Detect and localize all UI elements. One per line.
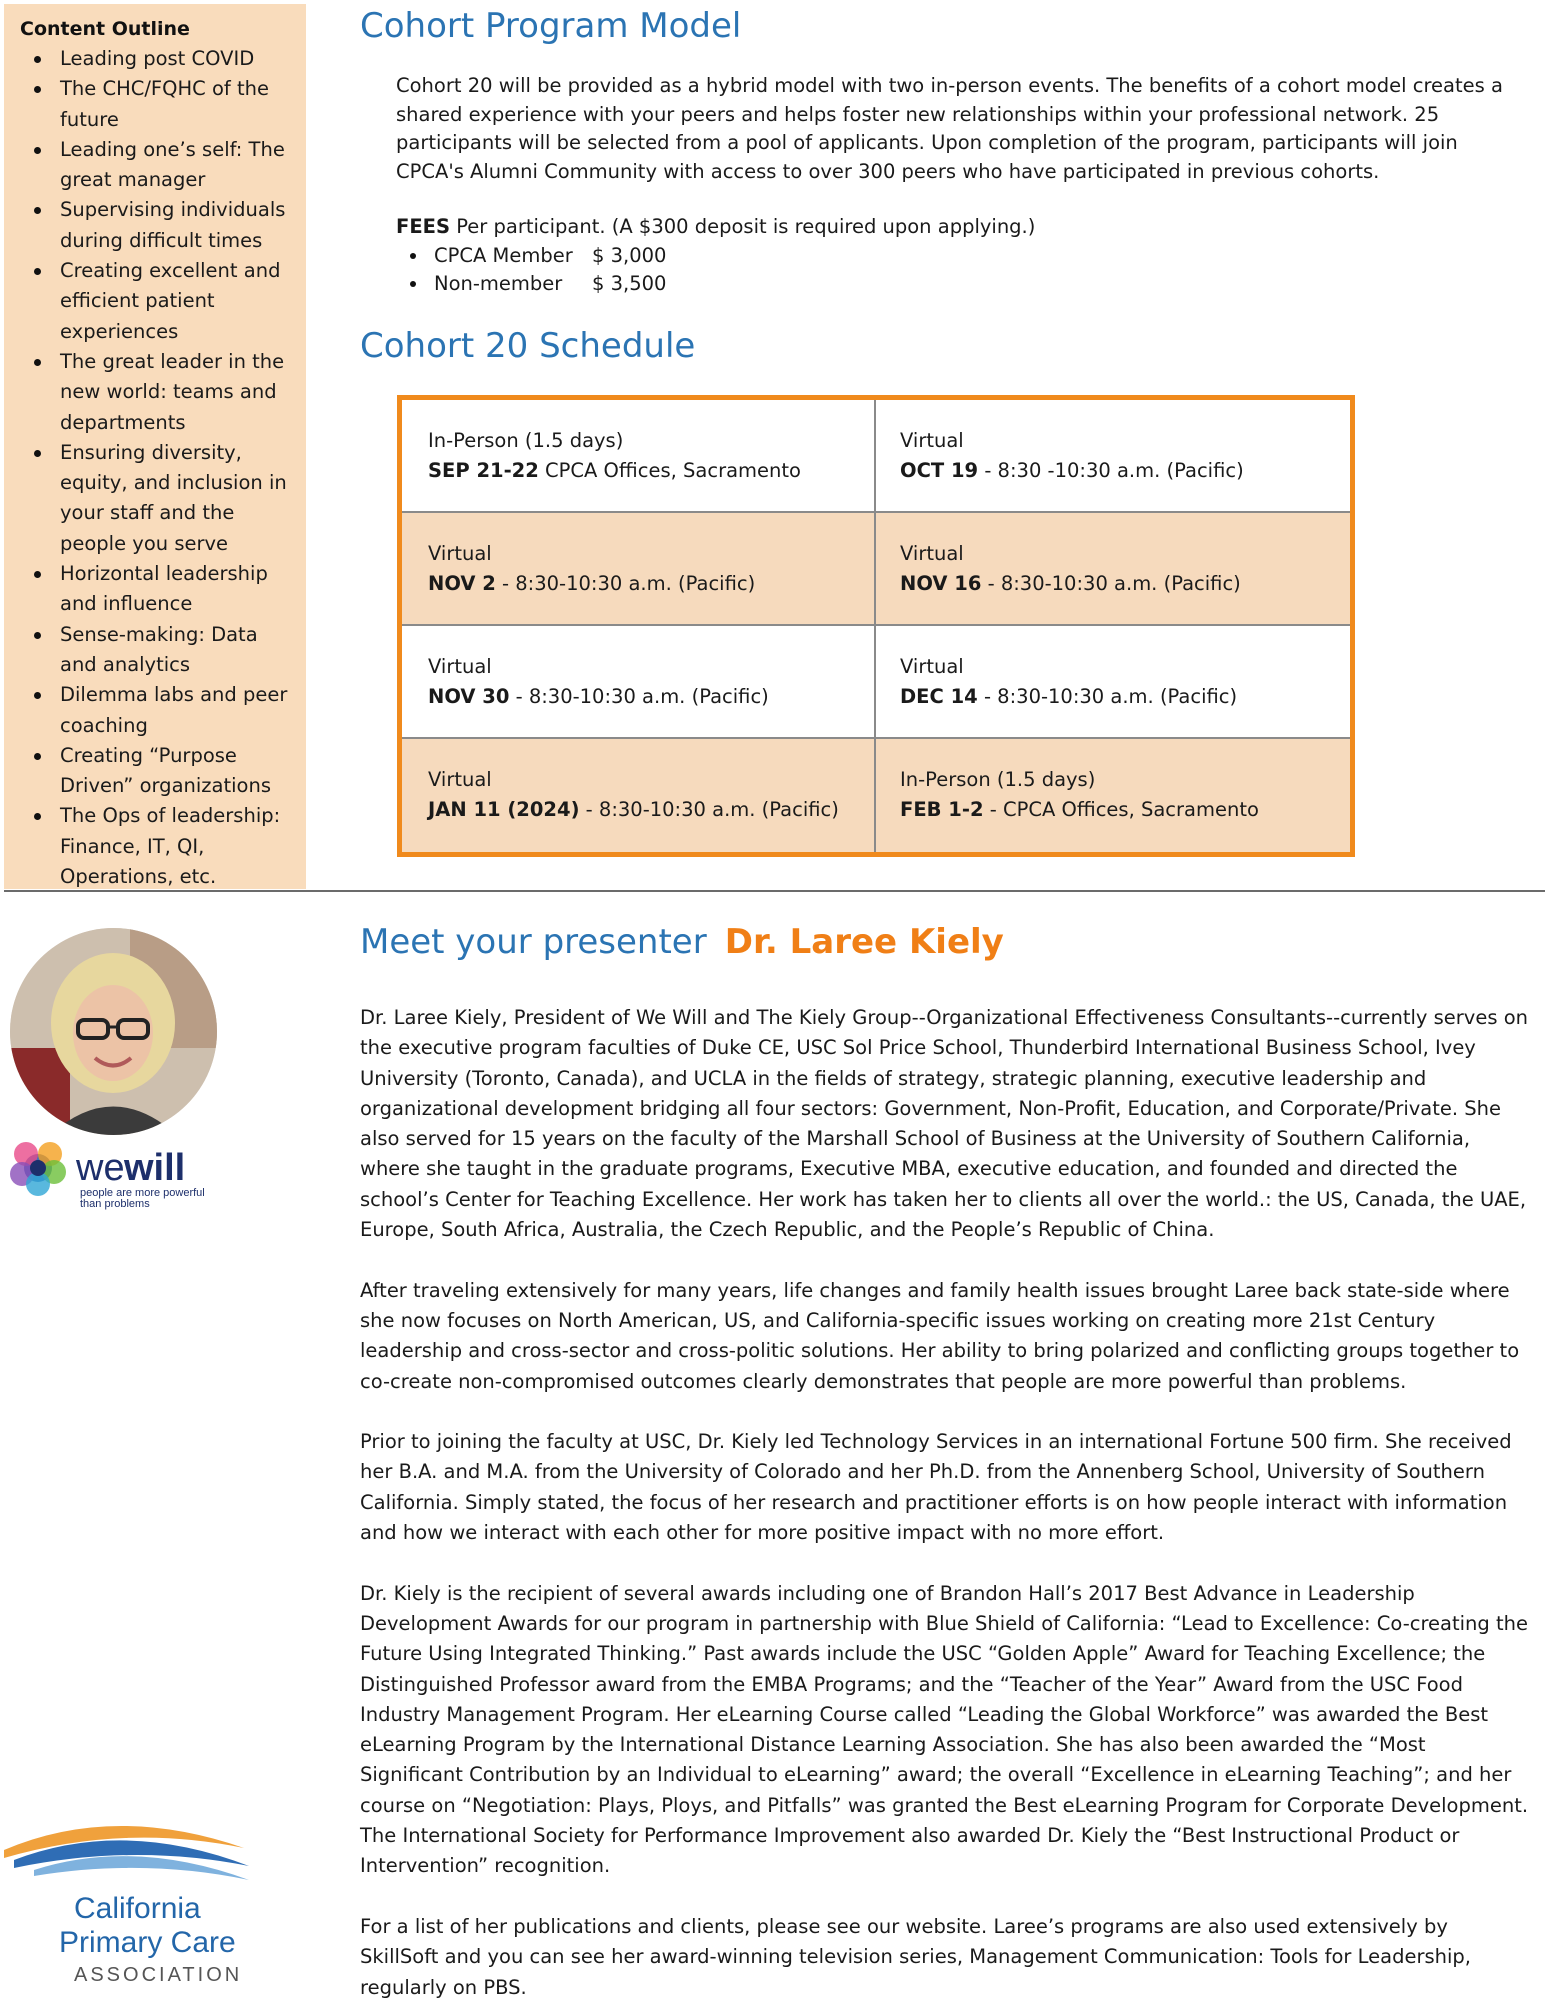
fee-price: $ 3,000 xyxy=(592,243,667,267)
fees-note: Per participant. (A $300 deposit is required upon applying.) xyxy=(450,215,1036,238)
wewill-tagline: than problems xyxy=(80,1198,150,1210)
outline-item: The CHC/FQHC of the future xyxy=(20,74,294,135)
wewill-tagline: people are more powerful xyxy=(80,1187,205,1199)
session-detail: - 8:30 -10:30 a.m. (Pacific) xyxy=(978,459,1244,482)
session-line xyxy=(900,456,1350,486)
session-date: NOV 16 xyxy=(900,572,982,595)
session-detail: - 8:30-10:30 a.m. (Pacific) xyxy=(977,685,1238,708)
session-date: DEC 14 xyxy=(900,685,978,708)
bio-paragraph: Prior to joining the faculty at USC, Dr. Kiely led Technology Services in an international Fortune 500 firm. She received her B.A. and M.A. from the University of Colorado and her Ph.D. from the Annenberg School, University of Southern California. Simply stated, the focus of her research and practitioner efforts is on how people interact with information and how we interact with each other for more positive impact with no more effort. xyxy=(360,1430,1512,1545)
session-line xyxy=(428,795,874,825)
session-type: In-Person (1.5 days) xyxy=(428,429,624,452)
schedule-cell xyxy=(876,626,1350,739)
session-date: FEB 1-2 xyxy=(900,798,984,821)
schedule-cell xyxy=(876,739,1350,852)
session-detail: - CPCA Offices, Sacramento xyxy=(983,798,1259,821)
outline-title: Content Outline xyxy=(20,18,190,40)
session-line xyxy=(900,682,1350,712)
session-type: Virtual xyxy=(428,768,492,791)
cpca-logo xyxy=(4,1808,254,1988)
schedule-heading: Cohort 20 Schedule xyxy=(360,326,696,366)
outline-item: Sense-making: Data and analytics xyxy=(20,620,294,681)
session-line xyxy=(428,682,874,712)
session-type: Virtual xyxy=(428,655,492,678)
session-date: SEP 21-22 xyxy=(428,459,539,482)
fee-name: Non-member xyxy=(434,272,563,295)
presenter-heading-label: Meet your presenter xyxy=(360,922,707,962)
bio-paragraph: Dr. Kiely is the recipient of several awards including one of Brandon Hall’s 2017 Best Advance in Leadership Development Awards for our program in partnership with Blue Shield of California: “Lead to Excellence: Co-creating the Future Using Integrated Thinking.” Past awards include the USC “Golden Apple” Award for Teaching Excellence; the Distinguished Professor award from the EMBA Programs; and the “Teacher of the Year” Award from the USC Food Industry Management Program. Her eLearning Course called “Leading the Global Workforce” was awarded the Best eLearning Program by the International Distance Learning Association. She has also been awarded the “Most Significant Contribution by an Individual to eLearning” award; the overall “Excellence in eLearning Teaching”; and her course on “Negotiation: Plays, Ploys, and Pitfalls” was granted the Best eLearning Program for Corporate Development. The International Society for Performance Improvement also awarded Dr. Kiely the “Best Instructional Product or Intervention” recognition. xyxy=(360,1581,1529,1878)
fees-section xyxy=(396,213,1035,299)
fee-list xyxy=(396,242,1035,299)
session-detail: CPCA Offices, Sacramento xyxy=(538,459,801,482)
wewill-flower-icon xyxy=(10,1142,66,1196)
wewill-wordmark-we: we xyxy=(76,1147,125,1189)
schedule-cell xyxy=(402,400,876,513)
session-line xyxy=(900,795,1350,825)
session-detail: - 8:30-10:30 a.m. (Pacific) xyxy=(509,685,769,708)
outline-item: Leading one’s self: The great manager xyxy=(20,135,294,196)
presenter-photo xyxy=(10,928,217,1135)
session-type: Virtual xyxy=(428,542,492,565)
outline-item: Leading post COVID xyxy=(20,44,294,74)
session-line xyxy=(900,569,1350,599)
cpca-line-3: ASSOCIATION xyxy=(74,1964,243,1986)
outline-item: The great leader in the new world: teams and departments xyxy=(20,347,294,438)
fees-label: FEES xyxy=(396,215,451,238)
outline-list xyxy=(20,44,294,892)
program-model-description: Cohort 20 will be provided as a hybrid model with two in-person events. The benefits of a cohort model creates a shared experience with your peers and helps foster new relationships within your professional network. 25 participants will be selected from a pool of applicants. Upon completion of the program, participants will join CPCA's Alumni Community with access to over 300 peers who have participated in previous cohorts. xyxy=(396,74,1503,183)
content-outline-panel xyxy=(4,4,306,889)
fee-item xyxy=(396,242,1035,271)
session-line xyxy=(428,569,874,599)
outline-item: Horizontal leadership and influence xyxy=(20,559,294,620)
bio-paragraph: After traveling extensively for many years, life changes and family health issues brought Laree back state-side where she now focuses on North American, US, and California-specific issues working on creating more 21st Century leadership and cross-sector and cross-politic solutions. Her ability to bring polarized and conflicting groups together to co-create non-compromised outcomes clearly demonstrates that people are more powerful than problems. xyxy=(360,1278,1520,1393)
cpca-swoosh-icon xyxy=(4,1826,249,1880)
outline-item: Supervising individuals during difficult times xyxy=(20,195,294,256)
bio-paragraph: Dr. Laree Kiely, President of We Will and The Kiely Group--Organizational Effectiveness Consultants--currently serves on the executive program faculties of Duke CE, USC Sol Price School, Thunderbird International Business School, Ivey University (Toronto, Canada), and UCLA in the fields of strategy, strategic planning, executive leadership and organizational development bridging all four sectors: Government, Non-Profit, Education, and Corporate/Private. She also served for 15 years on the faculty of the Marshall School of Business at the University of Southern California, where she taught in the graduate programs, Executive MBA, executive education, and founded and directed the school’s Center for Teaching Excellence. Her work has taken her to clients all over the world.: the US, Canada, the UAE, Europe, South Africa, Australia, the Czech Republic, and the People’s Republic of China. xyxy=(360,1006,1528,1242)
schedule-cell xyxy=(876,513,1350,626)
session-type: Virtual xyxy=(900,655,964,678)
cpca-line-1: California xyxy=(74,1892,201,1925)
presenter-name: Dr. Laree Kiely xyxy=(724,922,1004,962)
outline-item: Ensuring diversity, equity, and inclusion in your staff and the people you serve xyxy=(20,438,294,559)
presenter-portrait-icon xyxy=(10,928,217,1135)
session-date: NOV 2 xyxy=(428,572,496,595)
schedule-cell xyxy=(402,626,876,739)
session-date: OCT 19 xyxy=(900,459,979,482)
session-date: NOV 30 xyxy=(428,685,510,708)
outline-item: Dilemma labs and peer coaching xyxy=(20,680,294,741)
schedule-cell xyxy=(402,513,876,626)
fees-line xyxy=(396,213,1035,242)
schedule-cell xyxy=(402,739,876,852)
section-divider xyxy=(4,890,1545,892)
session-type: In-Person (1.5 days) xyxy=(900,768,1096,791)
outline-item: Creating “Purpose Driven” organizations xyxy=(20,741,294,802)
schedule-cell xyxy=(876,400,1350,513)
wewill-wordmark-will: will xyxy=(124,1147,186,1189)
session-detail: - 8:30-10:30 a.m. (Pacific) xyxy=(579,798,839,821)
fee-name: CPCA Member xyxy=(434,243,573,267)
session-type: Virtual xyxy=(900,542,964,565)
outline-item: The Ops of leadership: Finance, IT, QI, Operations, etc. xyxy=(20,801,294,892)
fee-price: $ 3,500 xyxy=(592,272,667,295)
session-detail: - 8:30-10:30 a.m. (Pacific) xyxy=(981,572,1241,595)
outline-item: Creating excellent and efficient patient experiences xyxy=(20,256,294,347)
program-model-heading: Cohort Program Model xyxy=(360,6,742,46)
wewill-logo xyxy=(4,1132,230,1212)
session-type: Virtual xyxy=(900,429,964,452)
schedule-table xyxy=(397,395,1355,857)
presenter-heading xyxy=(360,922,1004,962)
presenter-bio xyxy=(360,1003,1530,2000)
session-detail: - 8:30-10:30 a.m. (Pacific) xyxy=(495,572,756,595)
bio-paragraph: For a list of her publications and clients, please see our website. Laree’s programs are also used extensively by SkillSoft and you can see her award-winning television series, Management Communication: Tools for Leadership, regularly on PBS. xyxy=(360,1914,1471,1999)
session-line xyxy=(428,456,874,486)
cpca-line-2: Primary Care xyxy=(59,1926,236,1959)
fee-item xyxy=(396,270,1035,299)
session-date: JAN 11 (2024) xyxy=(428,798,580,821)
